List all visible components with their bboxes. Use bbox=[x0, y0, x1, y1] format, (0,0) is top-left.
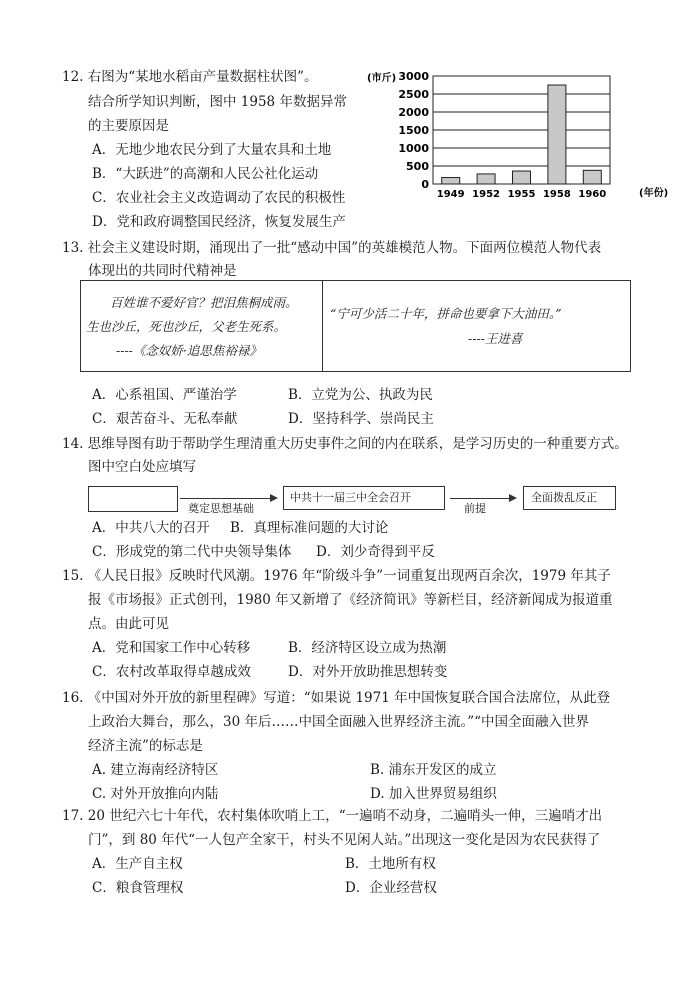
q12-option-d: D．党和政府调整国民经济，恢复发展生产 bbox=[92, 214, 346, 230]
chart-bar-1949 bbox=[442, 178, 460, 184]
chart-ytick-label: 1000 bbox=[398, 142, 429, 155]
q13-option-c: C．艰苦奋斗、无私奉献 bbox=[92, 411, 238, 427]
q13-stem-line2: 体现出的共同时代精神是 bbox=[88, 263, 237, 279]
q15-stem-line3: 点。由此可见 bbox=[88, 616, 169, 632]
q14-arrow1-label: 奠定思想基础 bbox=[188, 502, 254, 515]
q16-option-a: A. 建立海南经济特区 bbox=[92, 762, 219, 778]
chart-ytick-label: 1500 bbox=[398, 124, 429, 137]
q16-option-b: B. 浦东开发区的成立 bbox=[370, 762, 497, 778]
q17-stem-line1: 17. 20 世纪六七十年代，农村集体吹哨上工，“一遍哨不动身，二遍哨头一伸，三遍哨才出 bbox=[62, 808, 603, 824]
q12-option-c: C．农业社会主义改造调动了农民的积极性 bbox=[92, 190, 346, 206]
chart-xtick-label: 1960 bbox=[578, 189, 607, 200]
q15-option-a: A．党和国家工作中心转移 bbox=[92, 640, 251, 656]
q13-quote-right-source: ----王进喜 bbox=[468, 331, 523, 346]
q12-stem-line1: 12. 右图为“某地水稻亩产量数据柱状图”。 bbox=[62, 69, 318, 85]
q14-stem-line1: 14. 思维导图有助于帮助学生理清重大历史事件之间的内在联系，是学习历史的一种重要方式。 bbox=[62, 436, 628, 452]
chart-ytick-label: 2000 bbox=[398, 106, 429, 119]
q12-option-a: A．无地少地农民分到了大量农具和土地 bbox=[92, 142, 332, 158]
chart-bar-1955 bbox=[513, 171, 531, 184]
q12-stem-line2: 结合所学知识判断，图中 1958 年数据异常 bbox=[88, 94, 347, 110]
q16-stem-line1: 16. 《中国对外开放的新里程碑》写道：“如果说 1971 年中国恢复联合国合法席位，从此登 bbox=[62, 690, 611, 706]
chart-xlabel: (年份) bbox=[639, 188, 669, 199]
q14-arrow2-label: 前提 bbox=[464, 502, 486, 515]
q17-option-d: D．企业经营权 bbox=[345, 880, 437, 896]
q14-middle-box-text: 中共十一届三中全会召开 bbox=[290, 491, 411, 504]
q12-stem-line3: 的主要原因是 bbox=[88, 118, 169, 134]
q17-stem-line2: 门”，到 80 年代“一人包产全家干，村头不见闲人站。”出现这一变化是因为农民获得了 bbox=[88, 832, 601, 848]
chart-bar-1952 bbox=[477, 174, 495, 184]
q16-stem-line3: 经济主流”的标志是 bbox=[88, 738, 203, 754]
q12-option-b: B．“大跃进”的高潮和人民公社化运动 bbox=[92, 166, 319, 182]
q13-quote-right-line1: “宁可少活二十年，拼命也要拿下大油田。” bbox=[330, 306, 562, 321]
chart-bar-1958 bbox=[548, 85, 566, 184]
chart-ylabel: (市斤) bbox=[367, 73, 397, 84]
q15-option-d: D．对外开放助推思想转变 bbox=[288, 664, 448, 680]
q15-option-c: C．农村改革取得卓越成效 bbox=[92, 664, 251, 680]
q17-option-b: B．土地所有权 bbox=[345, 856, 436, 872]
q13-option-d: D．坚持科学、崇尚民主 bbox=[288, 411, 434, 427]
q13-quote-divider bbox=[322, 280, 323, 372]
q16-option-d: D. 加入世界贸易组织 bbox=[370, 786, 497, 802]
chart-xtick-label: 1955 bbox=[507, 189, 536, 200]
chart-ytick-label: 3000 bbox=[398, 70, 429, 83]
q13-quote-left-source: ----《念奴娇·追思焦裕禄》 bbox=[116, 343, 262, 358]
q15-option-b: B．经济特区设立成为热潮 bbox=[288, 640, 447, 656]
chart-xtick-label: 1949 bbox=[436, 189, 465, 200]
q14-option-c: C．形成党的第二代中央领导集体 bbox=[92, 544, 292, 560]
q17-option-a: A．生产自主权 bbox=[92, 856, 183, 872]
q14-option-d: D．刘少奇得到平反 bbox=[316, 544, 435, 560]
q14-arrow1-head bbox=[270, 494, 278, 502]
q14-arrow2-line bbox=[450, 498, 510, 499]
chart-xtick-label: 1958 bbox=[542, 189, 571, 200]
q14-option-a: A．中共八大的召开 bbox=[92, 520, 210, 536]
q14-arrow1-line bbox=[180, 498, 270, 499]
q14-right-box-text: 全面拨乱反正 bbox=[531, 491, 597, 504]
q17-option-c: C．粮食管理权 bbox=[92, 880, 184, 896]
chart-bar-1960 bbox=[583, 170, 601, 184]
q16-stem-line2: 上政治大舞台，那么，30 年后……中国全面融入世界经济主流。”“中国全面融入世界 bbox=[88, 714, 590, 730]
chart-ytick-label: 2500 bbox=[398, 88, 429, 101]
q14-arrow2-head bbox=[509, 494, 517, 502]
q13-stem-line1: 13. 社会主义建设时期，涌现出了一批“感动中国”的英雄模范人物。下面两位模范人物代表 bbox=[62, 240, 602, 256]
q15-stem-line2: 报《市场报》正式创刊，1980 年又新增了《经济简讯》等新栏目，经济新闻成为报道重 bbox=[88, 592, 613, 608]
q16-option-c: C. 对外开放推向内陆 bbox=[92, 786, 219, 802]
q13-quote-left-line2: 生也沙丘，死也沙丘，父老生死系。 bbox=[86, 319, 287, 334]
chart-ytick-label: 0 bbox=[421, 178, 429, 191]
q14-option-b: B．真理标准问题的大讨论 bbox=[230, 520, 389, 536]
chart-xtick-label: 1952 bbox=[472, 189, 501, 200]
q13-option-b: B．立党为公、执政为民 bbox=[288, 387, 433, 403]
rice-yield-bar-chart bbox=[365, 66, 675, 206]
q15-stem-line1: 15. 《人民日报》反映时代风潮。1976 年“阶级斗争”一词重复出现两百余次，1979 年其子 bbox=[62, 568, 611, 584]
q13-quote-left-line1: 百姓谁不爱好官？把泪焦桐成雨。 bbox=[110, 295, 298, 310]
chart-ytick-label: 500 bbox=[406, 160, 429, 173]
q13-option-a: A．心系祖国、严谨治学 bbox=[92, 387, 237, 403]
q14-stem-line2: 图中空白处应填写 bbox=[88, 459, 196, 475]
q14-blank-box bbox=[88, 486, 178, 512]
